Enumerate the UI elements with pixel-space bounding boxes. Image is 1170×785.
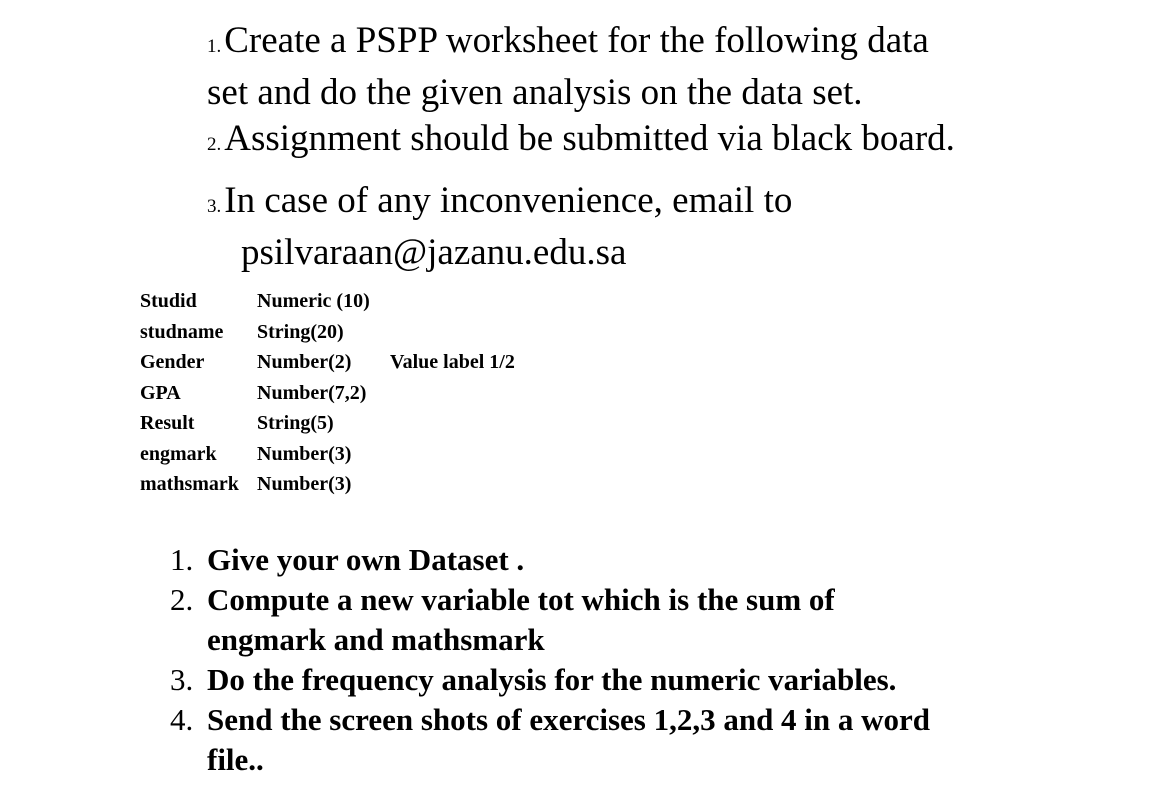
variable-row	[140, 378, 515, 409]
variable-row	[140, 469, 515, 500]
task-text	[207, 580, 835, 660]
instruction-text: Create a PSPP worksheet for the following data	[224, 20, 929, 61]
variable-value-label: Value label 1/2	[390, 351, 515, 373]
variable-name: Gender	[140, 351, 205, 373]
task-text	[207, 540, 524, 580]
variable-definitions	[140, 286, 515, 500]
variable-row	[140, 347, 515, 378]
variable-name: mathsmark	[140, 473, 239, 495]
variable-row	[140, 408, 515, 439]
variable-type: Number(3)	[257, 473, 352, 495]
variable-type: Number(3)	[257, 442, 352, 465]
instruction-item	[207, 178, 1107, 230]
instruction-item	[207, 18, 1107, 70]
variable-name: GPA	[140, 381, 181, 404]
task-item	[170, 580, 1050, 660]
contact-email: psilvaraan@jazanu.edu.sa	[241, 232, 627, 273]
task-line: Do the frequency analysis for the numeric variables.	[207, 662, 897, 697]
task-line: Send the screen shots of exercises 1,2,3 and 4 in a word	[207, 702, 931, 737]
instruction-text: Assignment should be submitted via black board.	[224, 118, 955, 159]
task-list	[170, 540, 1050, 780]
variable-type: String(20)	[257, 320, 344, 343]
variable-row	[140, 317, 515, 348]
task-line: Compute a new variable tot which is the sum of	[207, 582, 835, 617]
variable-name: studname	[140, 320, 224, 343]
instruction-text-continued: set and do the given analysis on the data set.	[207, 72, 863, 113]
instructions-list	[207, 18, 1107, 276]
task-line: file..	[207, 742, 264, 777]
variable-name: Result	[140, 412, 195, 434]
instruction-number: 2.	[207, 134, 222, 155]
instruction-number: 1.	[207, 36, 222, 57]
variable-type: String(5)	[257, 412, 334, 434]
variable-name: Studid	[140, 290, 197, 312]
variable-row	[140, 439, 515, 470]
variable-row	[140, 286, 515, 317]
instruction-item	[207, 116, 1107, 168]
task-text	[207, 700, 930, 780]
task-number: 3.	[170, 662, 194, 697]
variable-name: engmark	[140, 442, 217, 465]
instruction-text: In case of any inconvenience, email to	[224, 180, 793, 221]
instruction-number: 3.	[207, 196, 222, 217]
task-number: 4.	[170, 702, 194, 737]
task-line: Give your own Dataset .	[207, 542, 525, 577]
task-number: 2.	[170, 582, 194, 617]
variable-type: Number(2)	[257, 351, 352, 373]
variable-type: Number(7,2)	[257, 381, 367, 404]
task-text	[207, 660, 896, 700]
task-number: 1.	[170, 542, 194, 577]
task-item	[170, 700, 1050, 780]
task-item	[170, 660, 1050, 700]
task-line: engmark and mathsmark	[207, 622, 545, 657]
variable-type: Numeric (10)	[257, 290, 370, 312]
task-item	[170, 540, 1050, 580]
